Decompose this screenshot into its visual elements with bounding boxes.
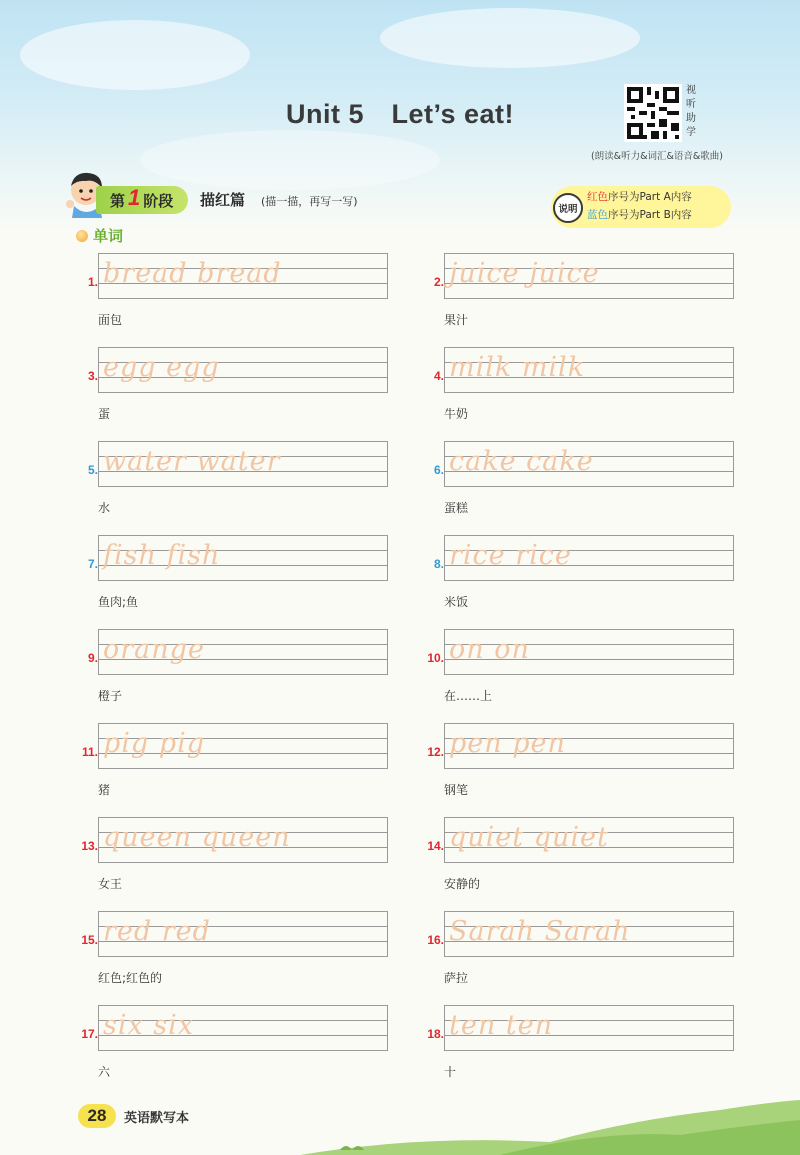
word-item xyxy=(76,441,416,521)
trace-word: egg egg xyxy=(103,352,220,383)
trace-word: on on xyxy=(449,634,530,665)
item-number: 6. xyxy=(433,463,444,477)
item-number: 3. xyxy=(87,369,98,383)
trace-word: bread bread xyxy=(103,258,282,289)
note-badge: 说明 xyxy=(553,193,583,223)
guide-line xyxy=(99,956,387,957)
guide-line xyxy=(445,674,733,675)
word-item xyxy=(76,253,416,333)
page-number: 28 xyxy=(78,1104,116,1128)
trace-word: orange xyxy=(103,634,205,665)
guide-line xyxy=(445,298,733,299)
cloud-decoration xyxy=(140,130,440,190)
chinese-meaning: 牛奶 xyxy=(444,407,469,421)
guide-line xyxy=(99,441,387,442)
trace-word: queen queen xyxy=(103,822,291,853)
note-line-part-b: 蓝色序号为Part B内容 xyxy=(587,209,692,221)
section-bullet-icon xyxy=(76,230,88,242)
guide-line xyxy=(99,723,387,724)
handwriting-lines[interactable] xyxy=(444,253,734,299)
handwriting-lines[interactable] xyxy=(98,347,388,393)
guide-line xyxy=(445,768,733,769)
chinese-meaning: 米饭 xyxy=(444,595,469,609)
item-number: 2. xyxy=(433,275,444,289)
section-label: 单词 xyxy=(93,227,124,245)
guide-line xyxy=(445,1005,733,1006)
trace-word: juice juice xyxy=(449,258,600,289)
word-item xyxy=(422,723,762,803)
chinese-meaning: 橙子 xyxy=(98,689,123,703)
guide-line xyxy=(99,347,387,348)
trace-word: milk milk xyxy=(449,352,586,383)
word-item xyxy=(422,629,762,709)
guide-line xyxy=(445,441,733,442)
chinese-meaning: 女王 xyxy=(98,877,123,891)
guide-line xyxy=(99,817,387,818)
handwriting-lines[interactable] xyxy=(98,817,388,863)
guide-line xyxy=(445,486,733,487)
word-item xyxy=(76,347,416,427)
section-header-words xyxy=(76,225,123,246)
chinese-meaning: 钢笔 xyxy=(444,783,469,797)
word-item xyxy=(422,911,762,991)
guide-line xyxy=(99,674,387,675)
guide-line xyxy=(99,580,387,581)
word-item xyxy=(76,1005,416,1085)
guide-line xyxy=(445,723,733,724)
chinese-meaning: 在……上 xyxy=(444,689,493,703)
cloud-decoration xyxy=(20,20,250,90)
guide-line xyxy=(445,911,733,912)
word-item xyxy=(422,1005,762,1085)
chinese-meaning: 安静的 xyxy=(444,877,481,891)
qr-caption: (朗读&听力&词汇&语音&歌曲) xyxy=(590,151,724,162)
guide-line xyxy=(99,1005,387,1006)
guide-line xyxy=(99,862,387,863)
guide-line xyxy=(99,298,387,299)
trace-word: rice rice xyxy=(449,540,572,571)
item-number: 17. xyxy=(81,1027,98,1041)
guide-line xyxy=(445,817,733,818)
legend-note xyxy=(551,186,731,228)
handwriting-lines[interactable] xyxy=(98,723,388,769)
guide-line xyxy=(99,535,387,536)
chinese-meaning: 水 xyxy=(98,501,111,515)
guide-line xyxy=(445,253,733,254)
trace-word: pig pig xyxy=(103,728,205,759)
item-number: 11. xyxy=(81,745,98,759)
item-number: 13. xyxy=(81,839,98,853)
word-item xyxy=(76,629,416,709)
chinese-meaning: 蛋 xyxy=(98,407,111,421)
guide-line xyxy=(445,1050,733,1051)
item-number: 1. xyxy=(87,275,98,289)
cloud-decoration xyxy=(380,8,640,68)
guide-line xyxy=(99,911,387,912)
handwriting-lines[interactable] xyxy=(444,535,734,581)
chinese-meaning: 果汁 xyxy=(444,313,469,327)
handwriting-lines[interactable] xyxy=(98,629,388,675)
chinese-meaning: 红色;红色的 xyxy=(98,971,163,985)
guide-line xyxy=(445,392,733,393)
handwriting-lines[interactable] xyxy=(444,441,734,487)
chinese-meaning: 蛋糕 xyxy=(444,501,469,515)
handwriting-lines[interactable] xyxy=(98,253,388,299)
item-number: 12. xyxy=(427,745,444,759)
item-number: 8. xyxy=(433,557,444,571)
guide-line xyxy=(99,629,387,630)
trace-word: water water xyxy=(103,446,281,477)
handwriting-lines[interactable] xyxy=(444,911,734,957)
item-number: 7. xyxy=(87,557,98,571)
trace-word: red red xyxy=(103,916,211,947)
word-item xyxy=(422,535,762,615)
word-item xyxy=(422,253,762,333)
guide-line xyxy=(445,580,733,581)
handwriting-lines[interactable] xyxy=(98,441,388,487)
note-line-part-a: 红色序号为Part A内容 xyxy=(587,191,692,203)
handwriting-lines[interactable] xyxy=(98,535,388,581)
chinese-meaning: 鱼肉;鱼 xyxy=(98,595,139,609)
guide-line xyxy=(445,347,733,348)
trace-word: quiet quiet xyxy=(449,822,609,853)
guide-line xyxy=(99,486,387,487)
stage-number: 1 xyxy=(128,185,141,210)
page-title: Unit 5 Let’s eat! xyxy=(285,99,515,129)
stage-badge: 第 1 阶段 xyxy=(96,186,188,214)
item-number: 16. xyxy=(427,933,444,947)
guide-line xyxy=(99,768,387,769)
trace-word: fish fish xyxy=(103,540,221,571)
stage-title: 描红篇 xyxy=(200,191,246,209)
chinese-meaning: 十 xyxy=(444,1065,457,1079)
trace-word: pen pen xyxy=(449,728,566,759)
guide-line xyxy=(99,392,387,393)
handwriting-lines[interactable] xyxy=(444,347,734,393)
qr-code-icon xyxy=(627,87,679,139)
qr-vertical-label: 视 听 助 学 xyxy=(686,85,696,138)
handwriting-lines[interactable] xyxy=(444,817,734,863)
item-number: 14. xyxy=(427,839,444,853)
chinese-meaning: 萨拉 xyxy=(444,971,469,985)
handwriting-lines[interactable] xyxy=(444,1005,734,1051)
item-number: 10. xyxy=(427,651,444,665)
item-number: 9. xyxy=(87,651,98,665)
word-item xyxy=(76,911,416,991)
guide-line xyxy=(99,1050,387,1051)
chinese-meaning: 猪 xyxy=(98,783,111,797)
word-item xyxy=(422,347,762,427)
guide-line xyxy=(445,629,733,630)
word-item xyxy=(76,817,416,897)
stage-subtitle: (描一描，再写一写) xyxy=(261,195,358,208)
book-title: 英语默写本 xyxy=(124,1111,190,1126)
trace-word: Sarah Sarah xyxy=(449,916,631,947)
guide-line xyxy=(445,535,733,536)
handwriting-lines[interactable] xyxy=(444,629,734,675)
word-item xyxy=(422,817,762,897)
handwriting-lines[interactable] xyxy=(444,723,734,769)
word-item xyxy=(76,723,416,803)
chinese-meaning: 面包 xyxy=(98,313,123,327)
handwriting-lines[interactable] xyxy=(98,911,388,957)
guide-line xyxy=(445,956,733,957)
handwriting-lines[interactable] xyxy=(98,1005,388,1051)
qr-code[interactable] xyxy=(624,84,682,142)
hills-decoration xyxy=(300,1080,800,1155)
trace-word: ten ten xyxy=(449,1010,554,1041)
item-number: 18. xyxy=(427,1027,444,1041)
chinese-meaning: 六 xyxy=(98,1065,111,1079)
item-number: 4. xyxy=(433,369,444,383)
guide-line xyxy=(445,862,733,863)
item-number: 15. xyxy=(81,933,98,947)
guide-line xyxy=(99,253,387,254)
word-item xyxy=(76,535,416,615)
trace-word: cake cake xyxy=(449,446,594,477)
trace-word: six six xyxy=(103,1010,195,1041)
word-item xyxy=(422,441,762,521)
item-number: 5. xyxy=(87,463,98,477)
